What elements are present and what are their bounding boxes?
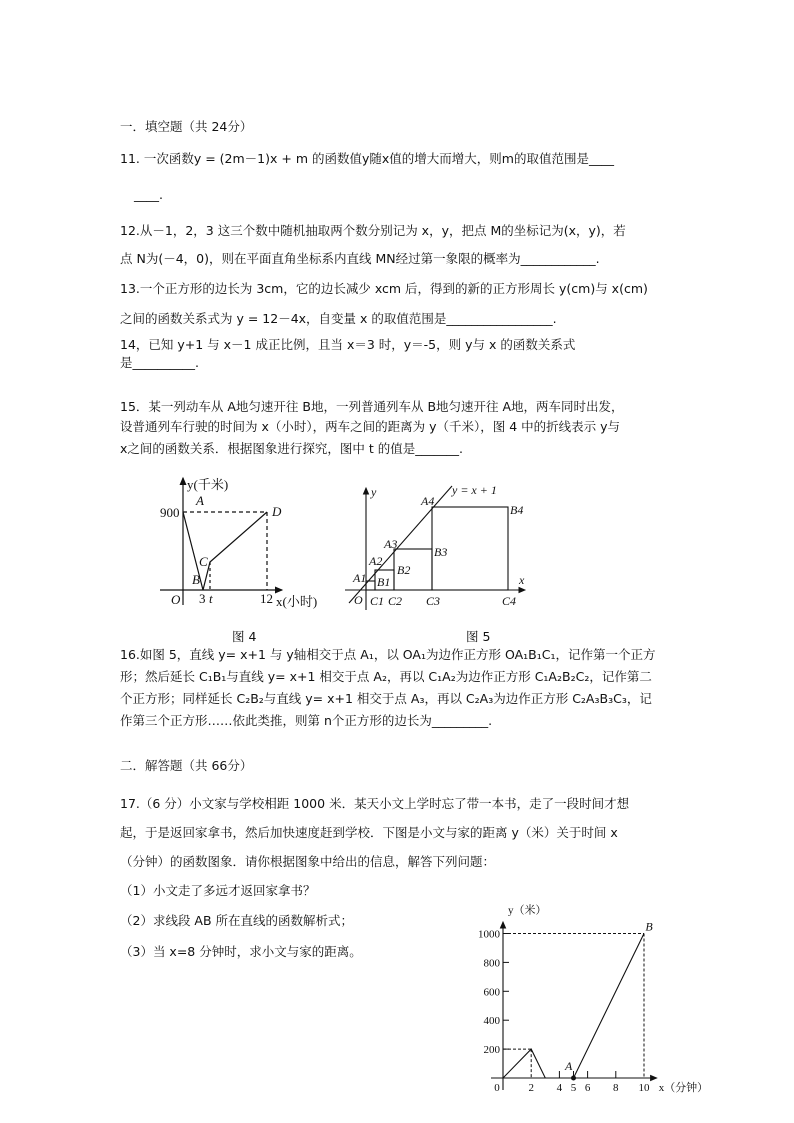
q17-line2: 起，于是返回家拿书，然后加快速度赶到学校．下图是小文与家的距离 y（米）关于时间 x (120, 825, 618, 840)
q14-line2: 是__________. (120, 355, 199, 370)
fig5-b2: B2 (397, 563, 411, 577)
fig5-a3: A3 (384, 537, 398, 551)
fig5-a1: A1 (353, 571, 367, 585)
q14-line1: 14，已知 y+1 与 x－1 成正比例，且当 x＝3 时，y＝-5，则 y与 x 的函数关系式 (120, 337, 576, 352)
section1-heading: 一．填空题（共 24分） (120, 119, 253, 134)
fig5-a2: A2 (369, 554, 383, 568)
fig5-origin: O (354, 593, 363, 607)
q17-label-b: B (645, 919, 653, 934)
q17-y-tick-label: 1000 (478, 928, 500, 941)
fig4-caption: 图 4 (232, 629, 257, 644)
q17-sub2: （2）求线段 AB 所在直线的函数解析式； (120, 913, 354, 928)
q15-line3: x之间的函数关系．根据图象进行探究，图中 t 的值是_______. (120, 441, 463, 456)
figure-4 (160, 478, 282, 605)
q17-x-tick-label: 5 (570, 1082, 577, 1094)
q13-line2: 之间的函数关系式为 y = 12－4x，自变量 x 的取值范围是_________________. (120, 311, 557, 326)
q17-x-tick-label: 6 (584, 1082, 591, 1094)
q17-x-tick-label: 4 (556, 1082, 563, 1094)
fig5-c2: C2 (388, 594, 403, 608)
fig4-tick-t: t (209, 591, 213, 606)
q17-x-tick-label: 0 (494, 1082, 500, 1094)
q17-y-tick-label: 800 (483, 957, 500, 970)
q13-line1: 13.一个正方形的边长为 3cm，它的边长减少 xcm 后，得到的新的正方形周长 y(cm)与 x(cm) (120, 281, 648, 296)
fig4-xlabel: x(小时) (276, 594, 318, 609)
q16-line4: 作第三个正方形……依此类推，则第 n个正方形的边长为_________. (120, 713, 493, 728)
q12-line1: 12.从－1，2，3 这三个数中随机抽取两个数分别记为 x，y，把点 M的坐标记为(x，y)，若 (120, 223, 626, 238)
q11-line2: ____. (134, 187, 163, 202)
q15-line1: 15．某一列动车从 A地匀速开往 B地，一列普通列车从 B地匀速开往 A地，两车同时出发， (120, 399, 624, 414)
q17-y-tick-label: 400 (483, 1015, 500, 1028)
fig5-xlabel: x (519, 573, 525, 587)
q17-xlabel: x（分钟） (658, 1082, 709, 1094)
fig5-b3: B3 (434, 545, 448, 559)
q17-x-tick-label: 10 (638, 1082, 650, 1094)
q16-line1: 16.如图 5，直线 y= x+1 与 y轴相交于点 A₁，以 OA₁为边作正方形 OA₁B₁C₁，记作第一个正方 (120, 647, 656, 662)
fig4-label-d: D (272, 504, 282, 519)
q16-line3: 个正方形；同样延长 C₂B₂与直线 y= x+1 相交于点 A₃，再以 C₂A₃为边作正方形 C₂A₃B₃C₃，记 (120, 691, 652, 706)
fig4-label-b: B (192, 572, 200, 587)
q17-line1: 17.（6 分）小文家与学校相距 1000 米．某天小文上学时忘了带一本书，走了一段时间才想 (120, 796, 630, 811)
fig4-tick-3: 3 (199, 591, 206, 606)
q17-sub1: （1）小文走了多远才返回家拿书？ (120, 883, 316, 898)
q17-point-a (571, 1076, 576, 1081)
fig5-c3: C3 (426, 594, 441, 608)
q17-x-tick-label: 2 (528, 1082, 534, 1094)
fig4-tick-12: 12 (260, 591, 273, 606)
fig4-tick-900: 900 (160, 505, 180, 520)
q17-line3: （分钟）的函数图象．请你根据图象中给出的信息，解答下列问题： (120, 854, 496, 869)
fig5-caption: 图 5 (466, 629, 491, 644)
fig5-line-label: y = x + 1 (452, 483, 497, 497)
q17-x-tick-label: 8 (613, 1082, 619, 1094)
q17-chart (478, 903, 708, 1095)
q17-ylabel: y（米） (508, 904, 547, 917)
fig5-ylabel: y (371, 485, 377, 499)
q15-line2: 设普通列车行驶的时间为 x（小时），两车之间的距离为 y（千米），图 4 中的折线表示 y与 (120, 419, 621, 434)
fig5-c1: C1 (370, 594, 385, 608)
fig4-label-c: C (199, 554, 208, 569)
section2-heading: 二．解答题（共 66分） (120, 758, 253, 773)
q16-line2: 形；然后延长 C₁B₁与直线 y= x+1 相交于点 A₂，再以 C₁A₂为边作正方形 C₁A₂B₂C₂，记作第二 (120, 669, 652, 684)
fig4-ylabel: y(千米) (187, 477, 229, 492)
q17-series-line (503, 934, 644, 1079)
q17-y-tick-label: 600 (483, 986, 500, 999)
fig5-a4: A4 (421, 494, 435, 508)
fig4-label-a: A (196, 493, 204, 508)
fig4-origin: O (171, 592, 181, 607)
q12-line2: 点 N为(－4，0)，则在平面直角坐标系内直线 MN经过第一象限的概率为____________. (120, 251, 600, 266)
fig5-b1: B1 (377, 575, 391, 589)
q17-label-a: A (565, 1059, 573, 1073)
fig5-c4: C4 (502, 594, 517, 608)
fig5-b4: B4 (510, 503, 524, 517)
q17-y-tick-label: 200 (483, 1044, 500, 1057)
q17-sub3: （3）当 x=8 分钟时，求小文与家的距离。 (120, 944, 362, 959)
q11-line1: 11. 一次函数y = (2m－1)x + m 的函数值y随x值的增大而增大，则m的取值范围是____ (120, 151, 614, 166)
